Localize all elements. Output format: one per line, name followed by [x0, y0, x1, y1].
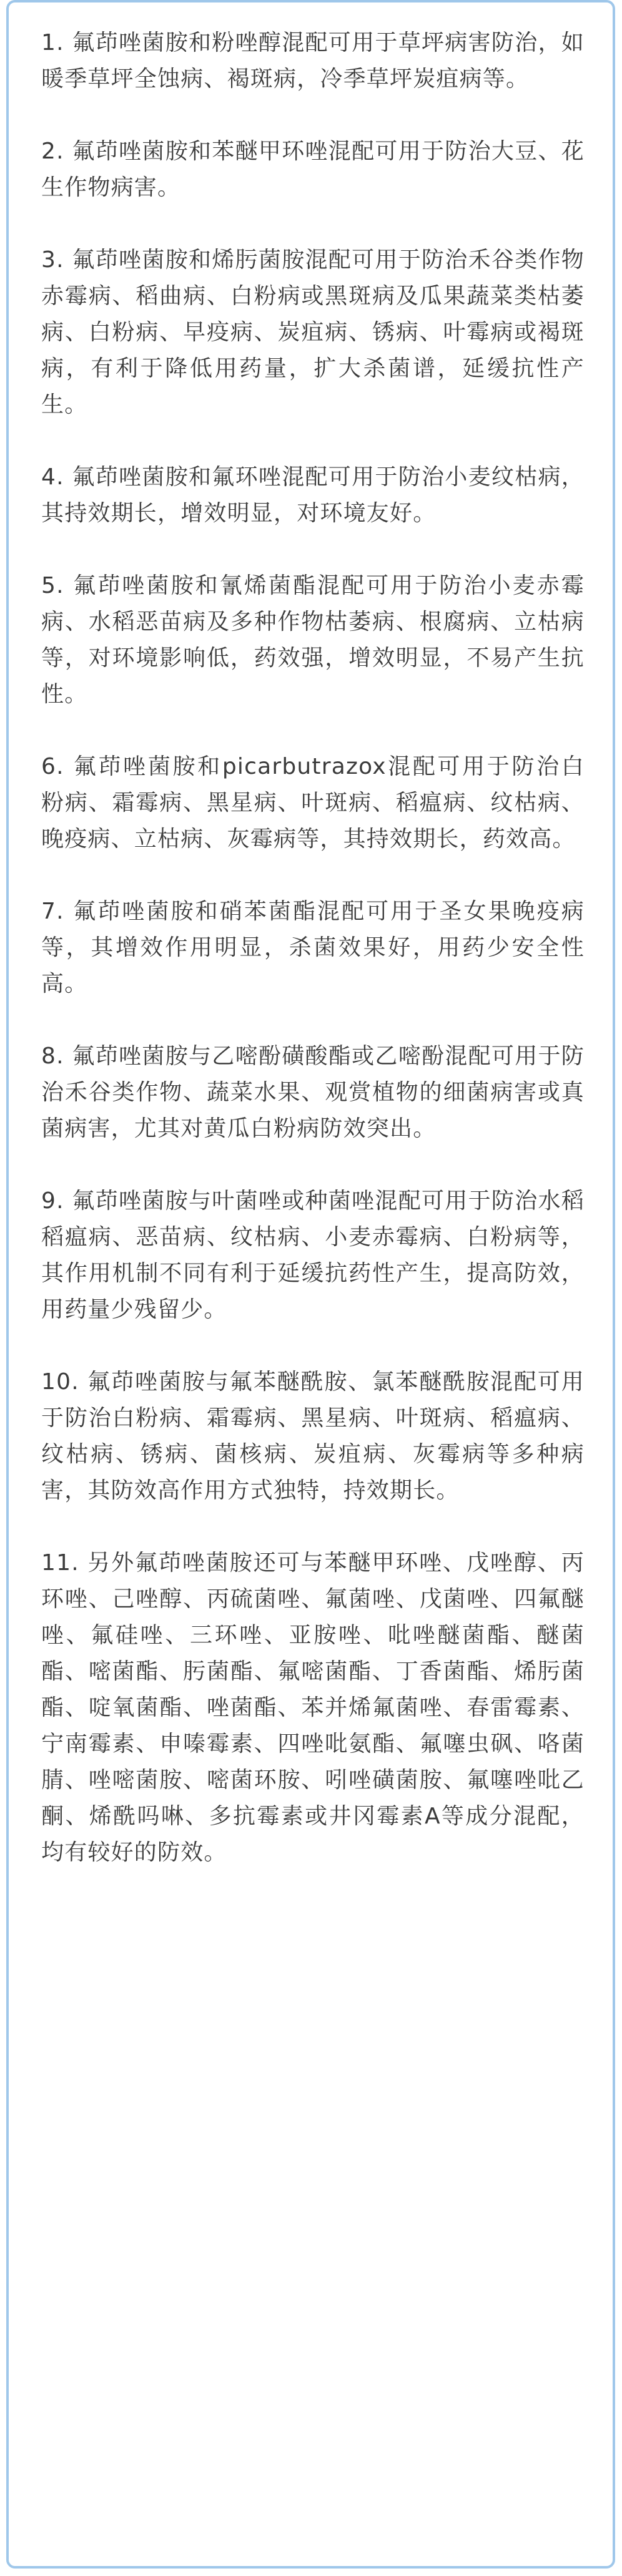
paragraph-5: 5. 氟茚唑菌胺和氰烯菌酯混配可用于防治小麦赤霉病、水稻恶苗病及多种作物枯萎病、根腐病、立枯病等，对环境影响低，药效强，增效明显，不易产生抗性。	[41, 573, 585, 707]
paragraph-9: 9. 氟茚唑菌胺与叶菌唑或种菌唑混配可用于防治水稻稻瘟病、恶苗病、纹枯病、小麦赤霉病、白粉病等，其作用机制不同有利于延缓抗药性产生，提高防效，用药量少残留少。	[41, 1188, 585, 1322]
paragraph-7: 7. 氟茚唑菌胺和硝苯菌酯混配可用于圣女果晚疫病等，其增效作用明显，杀菌效果好，用药少安全性高。	[41, 899, 585, 997]
paragraph-3: 3. 氟茚唑菌胺和烯肟菌胺混配可用于防治禾谷类作物赤霉病、稻曲病、白粉病或黑斑病及瓜果蔬菜类枯萎病、白粉病、早疫病、炭疽病、锈病、叶霉病或褐斑病，有利于降低用药量，扩大杀菌谱，延缓抗性产生。	[41, 247, 585, 417]
paragraph-4: 4. 氟茚唑菌胺和氟环唑混配可用于防治小麦纹枯病，其持效期长，增效明显，对环境友好。	[41, 464, 585, 526]
paragraph-8: 8. 氟茚唑菌胺与乙嘧酚磺酸酯或乙嘧酚混配可用于防治禾谷类作物、蔬菜水果、观赏植物的细菌病害或真菌病害，尤其对黄瓜白粉病防效突出。	[41, 1043, 585, 1141]
paragraph-11: 11. 另外氟茚唑菌胺还可与苯醚甲环唑、戊唑醇、丙环唑、己唑醇、丙硫菌唑、氟菌唑、戊菌唑、四氟醚唑、氟硅唑、三环唑、亚胺唑、吡唑醚菌酯、醚菌酯、嘧菌酯、肟菌酯、氟嘧菌酯、丁香菌酯、烯肟菌酯、啶氧菌酯、唑菌酯、苯并烯氟菌唑、春雷霉素、宁南霉素、申嗪霉素、四唑吡氨酯、氟噻虫砜、咯菌腈、唑嘧菌胺、嘧菌环胺、吲唑磺菌胺、氟噻唑吡乙酮、烯酰吗啉、多抗霉素或井冈霉素A等成分混配，均有较好的防效。	[41, 1550, 585, 1865]
article-card	[6, 0, 615, 2569]
paragraph-1: 1. 氟茚唑菌胺和粉唑醇混配可用于草坪病害防治，如暖季草坪全蚀病、褐斑病，冷季草坪炭疽病等。	[41, 30, 585, 92]
paragraph-10: 10. 氟茚唑菌胺与氟苯醚酰胺、氯苯醚酰胺混配可用于防治白粉病、霜霉病、黑星病、叶斑病、稻瘟病、纹枯病、锈病、菌核病、炭疽病、灰霉病等多种病害，其防效高作用方式独特，持效期长。	[41, 1369, 585, 1503]
article-content	[9, 25, 613, 1907]
paragraph-2: 2. 氟茚唑菌胺和苯醚甲环唑混配可用于防治大豆、花生作物病害。	[41, 139, 585, 200]
paragraph-6: 6. 氟茚唑菌胺和picarbutrazox混配可用于防治白粉病、霜霉病、黑星病、叶斑病、稻瘟病、纹枯病、晚疫病、立枯病、灰霉病等，其持效期长，药效高。	[41, 754, 585, 852]
